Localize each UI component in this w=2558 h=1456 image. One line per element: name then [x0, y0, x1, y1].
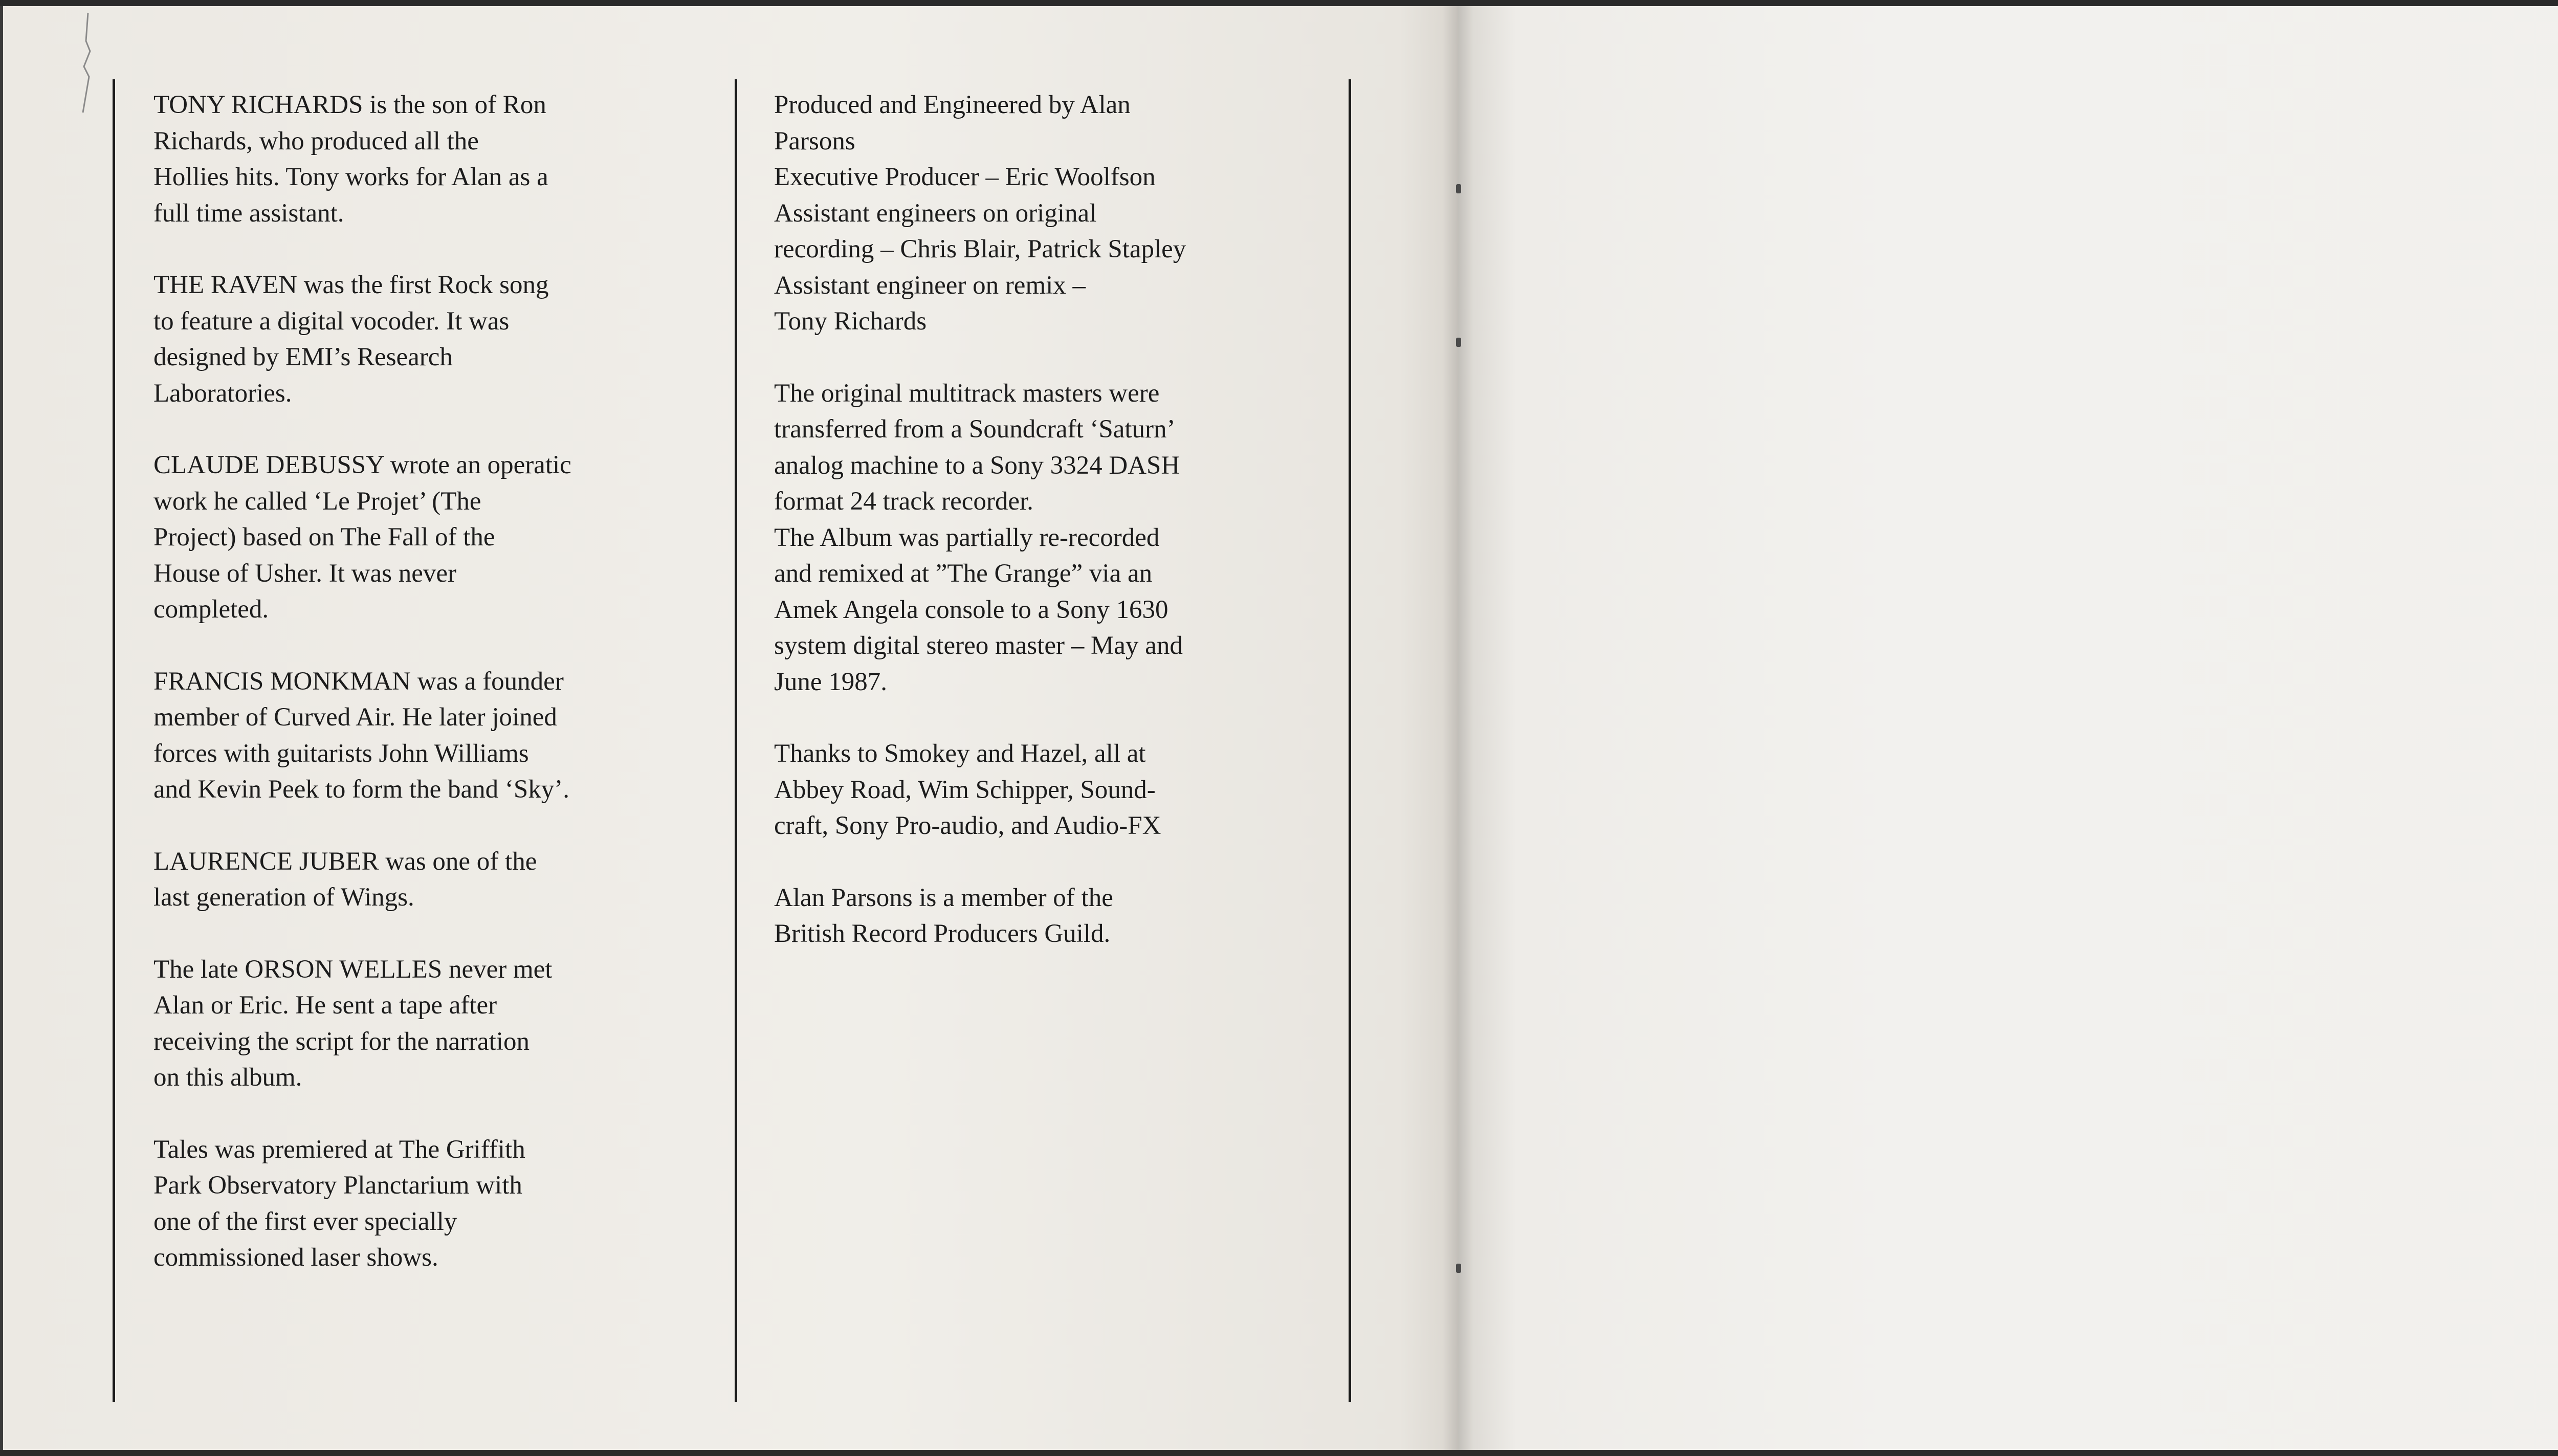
- credits-column: [774, 87, 1342, 988]
- credits-production: Produced and Engineered by Alan Parsons Executive Producer – Eric Woolfson Assistant engineers on original recording – Chris Blair, Patrick Stapley Assistant engineer on remix – Tony Richards: [774, 91, 1186, 336]
- trivia-claude-debussy: CLAUDE DEBUSSY wrote an operatic work he called ‘Le Projet’ (The Project) based on The Fall of the House of Usher. It was never completed.: [153, 451, 571, 624]
- right-page-blank: [1458, 0, 2558, 1456]
- trivia-column: [153, 87, 721, 1312]
- column-rule-right: [1349, 79, 1351, 1402]
- staple: [1456, 1264, 1461, 1273]
- scan-edge-bottom: [0, 1450, 2558, 1456]
- credits-thanks: Thanks to Smokey and Hazel, all at Abbey Road, Wim Schipper, Sound- craft, Sony Pro-audio, and Audio-FX: [774, 739, 1161, 840]
- trivia-francis-monkman: FRANCIS MONKMAN was a founder member of Curved Air. He later joined forces with guitarists John Williams and Kevin Peek to form the band ‘Sky’.: [153, 667, 569, 804]
- pencil-mark: [77, 10, 97, 123]
- credits-technical-notes: The original multitrack masters were transferred from a Soundcraft ‘Saturn’ analog machine to a Sony 3324 DASH format 24 track recorder. The Album was partially re-recorded and remixed at ”The Grange” via an Amek Angela console to a Sony 1630 system digital stereo master – May and June 1987.: [774, 379, 1183, 696]
- trivia-laurence-juber: LAURENCE JUBER was one of the last generation of Wings.: [153, 847, 537, 912]
- staple: [1456, 184, 1461, 193]
- page-edge: [0, 0, 3, 1456]
- trivia-the-raven: THE RAVEN was the first Rock song to feature a digital vocoder. It was designed by EMI’s Research Laboratories.: [153, 271, 549, 408]
- staple: [1456, 338, 1461, 347]
- column-rule-middle: [735, 79, 737, 1402]
- column-rule-left: [113, 79, 115, 1402]
- trivia-premiere: Tales was premiered at The Griffith Park Observatory Planctarium with one of the first ever specially commissioned laser shows.: [153, 1135, 525, 1272]
- credits-guild: Alan Parsons is a member of the British Record Producers Guild.: [774, 883, 1113, 948]
- spine-shadow: [1443, 0, 1473, 1456]
- trivia-orson-welles: The late ORSON WELLES never met Alan or Eric. He sent a tape after receiving the script for the narration on this album.: [153, 955, 553, 1092]
- trivia-tony-richards: TONY RICHARDS is the son of Ron Richards, who produced all the Hollies hits. Tony works for Alan as a full time assistant.: [153, 91, 548, 228]
- scan-edge-top: [0, 0, 2558, 6]
